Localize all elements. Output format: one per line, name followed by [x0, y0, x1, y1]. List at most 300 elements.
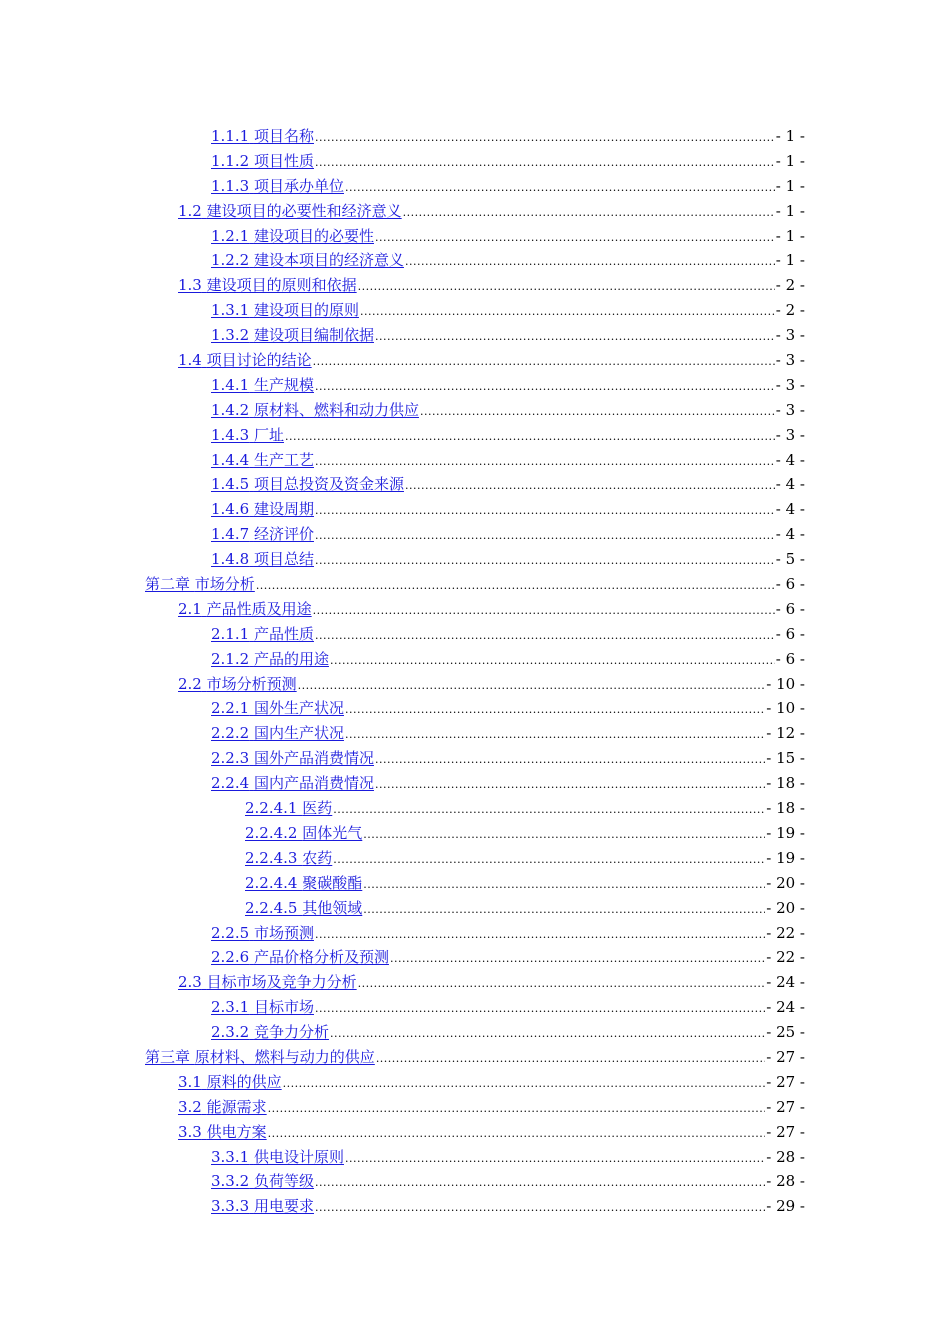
toc-page-number: - 1 -	[775, 151, 805, 170]
toc-entry	[0, 1169, 950, 1194]
toc-link[interactable]	[211, 696, 344, 721]
toc-entry	[0, 945, 950, 970]
toc-link[interactable]	[178, 672, 297, 697]
toc-page-number: - 3 -	[775, 351, 805, 370]
toc-entry	[0, 846, 950, 871]
toc-number: 3.3	[178, 1122, 202, 1141]
toc-entry	[0, 149, 950, 174]
toc-entry-line	[211, 497, 805, 524]
dot-leader	[376, 1045, 765, 1072]
toc-link[interactable]	[211, 224, 374, 249]
toc-title: 供电方案	[206, 1122, 267, 1141]
toc-page-number: - 18 -	[766, 774, 805, 793]
toc-title: 建设项目的必要性和经济意义	[206, 201, 402, 220]
toc-link[interactable]	[211, 721, 344, 746]
dot-leader	[315, 124, 775, 151]
toc-link[interactable]	[211, 149, 314, 174]
toc-entry	[0, 124, 950, 149]
toc-number: 1.4	[178, 351, 202, 370]
toc-entry-line	[211, 423, 805, 450]
toc-entry-line	[211, 174, 805, 201]
toc-link[interactable]	[211, 497, 314, 522]
toc-entry	[0, 398, 950, 423]
toc-title: 固体光气	[302, 823, 363, 842]
toc-page-number: - 20 -	[766, 898, 805, 917]
toc-entry	[0, 1045, 950, 1070]
toc-link[interactable]	[245, 871, 362, 896]
toc-link[interactable]	[211, 298, 359, 323]
toc-entry	[0, 597, 950, 622]
toc-entry	[0, 248, 950, 273]
toc-page-number: - 4 -	[775, 450, 805, 469]
toc-title: 负荷等级	[253, 1172, 314, 1191]
toc-number: 1.4.1	[211, 375, 250, 394]
toc-entry-line	[178, 1070, 805, 1097]
toc-entry	[0, 1070, 950, 1095]
toc-page-number: - 2 -	[775, 276, 805, 295]
toc-number: 2.2.4.2	[245, 823, 298, 842]
dot-leader	[405, 472, 775, 499]
toc-number: 2.2.3	[211, 749, 250, 768]
toc-entry-line	[178, 1120, 805, 1147]
toc-title: 市场预测	[253, 923, 314, 942]
toc-title: 国内产品消费情况	[253, 774, 374, 793]
toc-entry	[0, 273, 950, 298]
toc-link[interactable]	[211, 373, 314, 398]
toc-page-number: - 2 -	[775, 301, 805, 320]
dot-leader	[315, 497, 775, 524]
toc-entry	[0, 348, 950, 373]
dot-leader	[333, 796, 765, 823]
toc-title: 产品性质	[253, 624, 314, 643]
toc-page-number: - 3 -	[775, 400, 805, 419]
dot-leader	[363, 821, 765, 848]
toc-page-number: - 29 -	[766, 1197, 805, 1216]
toc-number: 2.2.4.3	[245, 848, 298, 867]
toc-page-number: - 5 -	[775, 550, 805, 569]
toc-entry-line	[245, 896, 805, 923]
toc-number: 1.1.1	[211, 127, 250, 145]
toc-entry	[0, 572, 950, 597]
toc-link[interactable]	[211, 1194, 314, 1219]
dot-leader	[315, 149, 775, 176]
toc-link[interactable]	[178, 1120, 267, 1145]
toc-page-number: - 6 -	[775, 649, 805, 668]
toc-title: 医药	[302, 799, 333, 818]
toc-number: 2.2.4.1	[245, 799, 298, 818]
dot-leader	[363, 871, 765, 898]
toc-link[interactable]	[211, 921, 314, 946]
dot-leader	[268, 1120, 766, 1147]
toc-entry-line	[178, 672, 805, 699]
toc-entry-line	[211, 373, 805, 400]
toc-entry-line	[211, 323, 805, 350]
dot-leader	[375, 323, 775, 350]
toc-title: 建设项目的必要性	[253, 226, 374, 245]
toc-link[interactable]	[178, 597, 312, 622]
toc-link[interactable]	[211, 1145, 344, 1170]
toc-number: 2.2	[178, 674, 202, 693]
toc-entry-line	[211, 647, 805, 674]
toc-entry-line	[178, 348, 805, 375]
toc-number: 1.4.5	[211, 475, 250, 494]
toc-entry	[0, 522, 950, 547]
dot-leader	[403, 199, 775, 226]
toc-title: 原材料、燃料和动力供应	[253, 400, 419, 419]
toc-entry-line	[211, 472, 805, 499]
toc-entry-line	[245, 821, 805, 848]
toc-page-number: - 10 -	[766, 699, 805, 718]
toc-number: 3.3.1	[211, 1147, 250, 1166]
toc-entry	[0, 1020, 950, 1045]
toc-number: 2.2.1	[211, 699, 250, 718]
toc-entry	[0, 1145, 950, 1170]
toc-entry-line	[211, 721, 805, 748]
toc-link[interactable]	[178, 199, 402, 224]
toc-title: 市场分析	[194, 575, 255, 594]
toc-page-number: - 28 -	[766, 1172, 805, 1191]
dot-leader	[315, 995, 765, 1022]
toc-title: 供电设计原则	[253, 1147, 344, 1166]
toc-title: 产品性质及用途	[206, 599, 312, 618]
dot-leader	[330, 1020, 765, 1047]
toc-number: 1.4.2	[211, 400, 250, 419]
toc-title: 用电要求	[253, 1197, 314, 1216]
toc-number: 1.1.3	[211, 176, 250, 195]
dot-leader	[330, 647, 775, 674]
toc-entry	[0, 721, 950, 746]
dot-leader	[363, 896, 765, 923]
toc-link[interactable]	[211, 622, 314, 647]
toc-page-number: - 1 -	[775, 251, 805, 270]
toc-entry-line	[145, 1045, 805, 1072]
toc-link[interactable]	[145, 572, 255, 597]
toc-number: 1.4.8	[211, 550, 250, 569]
toc-link[interactable]	[178, 970, 357, 995]
toc-title: 能源需求	[206, 1097, 267, 1116]
toc-entry-line	[211, 1020, 805, 1047]
toc-number: 3.2	[178, 1097, 202, 1116]
dot-leader	[390, 945, 765, 972]
toc-title: 国外生产状况	[253, 699, 344, 718]
toc-entry	[0, 921, 950, 946]
toc-entry-line	[178, 1095, 805, 1122]
toc-entry	[0, 696, 950, 721]
toc-number: 1.3.2	[211, 326, 250, 345]
toc-entry	[0, 1120, 950, 1145]
toc-page-number: - 24 -	[766, 998, 805, 1017]
toc-title: 竞争力分析	[253, 1023, 329, 1042]
toc-number: 2.2.2	[211, 724, 250, 743]
dot-leader	[345, 1145, 765, 1172]
toc-entry	[0, 298, 950, 323]
toc-page-number: - 4 -	[775, 500, 805, 519]
dot-leader	[405, 248, 775, 275]
toc-number: 1.1.2	[211, 151, 250, 170]
toc-title: 原料的供应	[206, 1072, 282, 1091]
toc-link[interactable]	[211, 423, 284, 448]
toc-entry	[0, 497, 950, 522]
toc-page-number: - 25 -	[766, 1023, 805, 1042]
toc-link[interactable]	[211, 398, 419, 423]
toc-title: 产品的用途	[253, 649, 329, 668]
toc-entry-line	[211, 124, 805, 151]
toc-number: 1.2	[178, 201, 202, 220]
toc-title: 市场分析预测	[206, 674, 297, 693]
toc-title: 建设项目编制依据	[253, 326, 374, 345]
dot-leader	[315, 547, 775, 574]
toc-entry-line	[211, 547, 805, 574]
toc-link[interactable]	[211, 124, 314, 149]
toc-page-number: - 27 -	[766, 1097, 805, 1116]
toc-number: 2.3	[178, 973, 202, 992]
toc-link[interactable]	[211, 1169, 314, 1194]
toc-entry	[0, 1194, 950, 1219]
toc-entry	[0, 871, 950, 896]
toc-title: 项目讨论的结论	[206, 351, 312, 370]
dot-leader	[315, 373, 775, 400]
toc-number: 2.2.4.4	[245, 873, 298, 892]
toc-title: 产品价格分析及预测	[253, 948, 389, 967]
toc-entry-line	[211, 398, 805, 425]
dot-leader	[375, 224, 775, 251]
toc-entry	[0, 199, 950, 224]
toc-entry	[0, 896, 950, 921]
toc-number: 1.4.4	[211, 450, 250, 469]
toc-number: 1.2.2	[211, 251, 250, 270]
toc-link[interactable]	[245, 821, 362, 846]
toc-page-number: - 4 -	[775, 475, 805, 494]
toc-page-number: - 3 -	[775, 425, 805, 444]
toc-number: 3.1	[178, 1072, 202, 1091]
toc-entry-line	[211, 696, 805, 723]
toc-entry	[0, 423, 950, 448]
toc-page-number: - 22 -	[766, 948, 805, 967]
toc-title: 建设周期	[253, 500, 314, 519]
toc-title: 生产规模	[253, 375, 314, 394]
toc-link[interactable]	[211, 448, 314, 473]
toc-page-number: - 1 -	[775, 127, 805, 145]
toc-entry-line	[211, 522, 805, 549]
toc-link[interactable]	[178, 273, 357, 298]
dot-leader	[420, 398, 775, 425]
toc-link[interactable]	[211, 174, 344, 199]
toc-link[interactable]	[145, 1045, 375, 1070]
toc-link[interactable]	[245, 846, 332, 871]
toc-link[interactable]	[178, 1070, 282, 1095]
toc-number: 2.2.4.5	[245, 898, 298, 917]
toc-title: 生产工艺	[253, 450, 314, 469]
toc-entry	[0, 672, 950, 697]
toc-title: 经济评价	[253, 525, 314, 544]
toc-title: 建设项目的原则和依据	[206, 276, 357, 295]
toc-entry	[0, 647, 950, 672]
toc-entry	[0, 224, 950, 249]
toc-number: 2.2.4	[211, 774, 250, 793]
toc-entry-line	[211, 448, 805, 475]
dot-leader	[285, 423, 775, 450]
toc-page-number: - 22 -	[766, 923, 805, 942]
toc-entry-line	[211, 622, 805, 649]
toc-link[interactable]	[211, 995, 314, 1020]
toc-number: 2.2.6	[211, 948, 250, 967]
toc-entry	[0, 622, 950, 647]
toc-entry-line	[178, 273, 805, 300]
toc-entry-line	[211, 1194, 805, 1221]
toc-title: 国内生产状况	[253, 724, 344, 743]
toc-page-number: - 15 -	[766, 749, 805, 768]
toc-entry-line	[211, 149, 805, 176]
toc-link[interactable]	[178, 348, 312, 373]
dot-leader	[315, 1194, 765, 1221]
toc-number: 1.4.3	[211, 425, 250, 444]
dot-leader	[345, 174, 775, 201]
toc-page-number: - 18 -	[766, 799, 805, 818]
toc-number: 第二章	[145, 575, 191, 594]
toc-title: 项目性质	[253, 151, 314, 170]
toc-page-number: - 6 -	[775, 599, 805, 618]
toc-page-number: - 1 -	[775, 226, 805, 245]
toc-link[interactable]	[211, 248, 404, 273]
toc-title: 项目承办单位	[253, 176, 344, 195]
toc-link[interactable]	[211, 1020, 329, 1045]
toc-entry-line	[178, 970, 805, 997]
toc-entry-line	[245, 796, 805, 823]
dot-leader	[345, 696, 765, 723]
dot-leader	[256, 572, 775, 599]
toc-entry	[0, 746, 950, 771]
toc-number: 2.1.1	[211, 624, 250, 643]
toc-entry	[0, 1095, 950, 1120]
toc-entry-line	[245, 846, 805, 873]
toc-link[interactable]	[211, 472, 404, 497]
toc-number: 1.2.1	[211, 226, 250, 245]
dot-leader	[315, 448, 775, 475]
toc-page-number: - 1 -	[775, 176, 805, 195]
toc-entry	[0, 472, 950, 497]
dot-leader	[345, 721, 765, 748]
toc-entry	[0, 995, 950, 1020]
toc-entry-line	[178, 199, 805, 226]
toc-title: 目标市场及竞争力分析	[206, 973, 357, 992]
toc-link[interactable]	[211, 323, 374, 348]
toc-page-number: - 3 -	[775, 326, 805, 345]
toc-page-number: - 10 -	[766, 674, 805, 693]
dot-leader	[315, 622, 775, 649]
toc-page-number: - 19 -	[766, 848, 805, 867]
toc-title: 建设本项目的经济意义	[253, 251, 404, 270]
toc-number: 1.3	[178, 276, 202, 295]
toc-entry-line	[211, 995, 805, 1022]
toc-page-number: - 27 -	[766, 1072, 805, 1091]
toc-entry-line	[178, 597, 805, 624]
dot-leader	[358, 273, 775, 300]
toc-entry	[0, 174, 950, 199]
toc-entry-line	[211, 248, 805, 275]
toc-number: 1.3.1	[211, 301, 250, 320]
toc-number: 2.2.5	[211, 923, 250, 942]
toc-page-number: - 12 -	[766, 724, 805, 743]
toc-entry	[0, 373, 950, 398]
dot-leader	[315, 1169, 765, 1196]
toc-page-number: - 24 -	[766, 973, 805, 992]
toc-number: 3.3.3	[211, 1197, 250, 1216]
dot-leader	[358, 970, 766, 997]
toc-page-number: - 28 -	[766, 1147, 805, 1166]
toc-entry	[0, 771, 950, 796]
dot-leader	[315, 522, 775, 549]
toc-entry	[0, 323, 950, 348]
toc-link[interactable]	[211, 547, 314, 572]
toc-page-number: - 19 -	[766, 823, 805, 842]
toc-entry-line	[211, 945, 805, 972]
toc-entry	[0, 821, 950, 846]
toc-entry	[0, 970, 950, 995]
toc-link[interactable]	[211, 647, 329, 672]
toc-entry-line	[211, 298, 805, 325]
toc-number: 2.1.2	[211, 649, 250, 668]
toc-page-number: - 4 -	[775, 525, 805, 544]
dot-leader	[375, 746, 765, 773]
toc-title: 国外产品消费情况	[253, 749, 374, 768]
dot-leader	[298, 672, 766, 699]
toc-number: 2.1	[178, 599, 202, 618]
toc-page-number: - 27 -	[766, 1047, 805, 1066]
toc-entry-line	[245, 871, 805, 898]
toc-link[interactable]	[245, 796, 332, 821]
toc-link[interactable]	[178, 1095, 267, 1120]
toc-number: 1.4.6	[211, 500, 250, 519]
toc-page-number: - 27 -	[766, 1122, 805, 1141]
toc-entry-line	[211, 771, 805, 798]
toc-title: 农药	[302, 848, 333, 867]
dot-leader	[313, 597, 775, 624]
toc-title: 项目名称	[253, 127, 314, 145]
toc-number: 第三章	[145, 1047, 191, 1066]
toc-number: 1.4.7	[211, 525, 250, 544]
toc-entry-line	[145, 572, 805, 599]
toc-entry	[0, 448, 950, 473]
dot-leader	[268, 1095, 766, 1122]
toc-entry-line	[211, 224, 805, 251]
toc-title: 目标市场	[253, 998, 314, 1017]
toc-title: 项目总投资及资金来源	[253, 475, 404, 494]
toc-entry-line	[211, 921, 805, 948]
toc-page-number: - 3 -	[775, 375, 805, 394]
toc-page-number: - 1 -	[775, 201, 805, 220]
toc-link[interactable]	[245, 896, 362, 921]
toc-link[interactable]	[211, 522, 314, 547]
toc-page-number: - 6 -	[775, 575, 805, 594]
dot-leader	[315, 921, 765, 948]
toc-title: 原材料、燃料与动力的供应	[194, 1047, 375, 1066]
toc-entry-line	[211, 746, 805, 773]
toc-entry-line	[211, 1145, 805, 1172]
dot-leader	[283, 1070, 766, 1097]
toc-page-number: - 6 -	[775, 624, 805, 643]
toc-number: 3.3.2	[211, 1172, 250, 1191]
toc-link[interactable]	[211, 945, 389, 970]
toc-link[interactable]	[211, 746, 374, 771]
toc-entry	[0, 547, 950, 572]
toc-number: 2.3.1	[211, 998, 250, 1017]
dot-leader	[313, 348, 775, 375]
toc-entry-line	[211, 1169, 805, 1196]
toc-title: 项目总结	[253, 550, 314, 569]
dot-leader	[375, 771, 765, 798]
toc-page-number: - 20 -	[766, 873, 805, 892]
toc-link[interactable]	[211, 771, 374, 796]
